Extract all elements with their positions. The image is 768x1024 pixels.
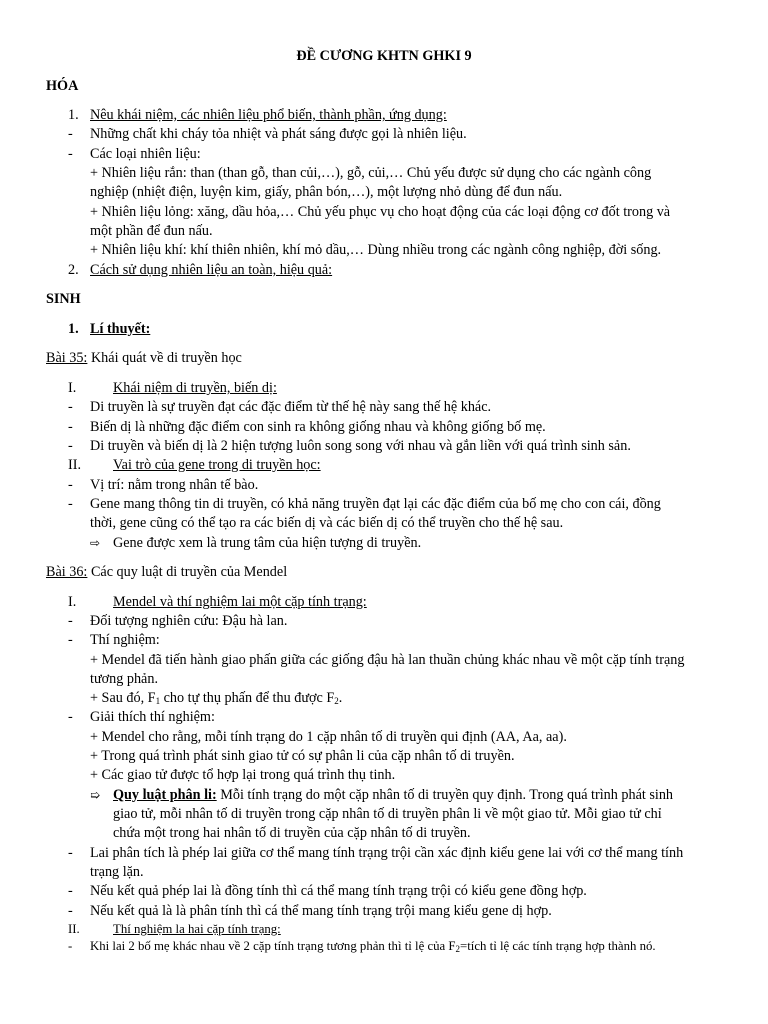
dash-bullet: - [68,419,73,435]
dash-bullet: - [68,883,73,899]
item-number: 2. [68,262,79,278]
subscript: 2 [334,696,339,706]
item-heading: Cách sử dụng nhiên liệu an toàn, hiệu quả: [90,262,333,278]
subscript: 1 [155,696,161,706]
text-part: + Sau đó, F [90,690,156,706]
document-title: ĐỀ CƯƠNG KHTN GHKI 9 [296,48,472,64]
bullet-text: Nếu kết quả phép lai là đồng tính thì cá thể mang tính trạng trội có kiểu gene đồng hợp. [90,883,587,899]
roman-heading: Vai trò của gene trong di truyền học: [113,457,321,473]
bullet-text: Giải thích thí nghiệm: [90,709,215,725]
arrow-text: Gene được xem là trung tâm của hiện tượng di truyền. [113,535,422,551]
text: + Nhiên liệu rắn: than (than gỗ, than củi,…), gỗ, củi,… Chủ yếu được sử dụng cho các ngành công [90,165,652,181]
text: trạng lặn. [90,864,144,880]
dash-bullet: - [68,146,73,162]
item-number: 1. [68,321,79,337]
bullet-text: Nếu kết quả là là phân tính thì cá thể mang tính trạng trội mang kiểu gene dị hợp. [90,903,552,919]
bullet-text: Những chất khi cháy tỏa nhiệt và phát sáng được gọi là nhiên liệu. [90,126,467,142]
dash-bullet: - [68,496,73,512]
roman-heading: Thí nghiệm la hai cặp tính trạng: [113,922,281,936]
roman-number: I. [68,594,77,610]
bullet-text: Vị trí: nằm trong nhân tế bào. [90,477,259,493]
lesson-title: Các quy luật di truyền của Mendel [87,564,288,580]
dash-bullet: - [68,126,73,142]
bullet-text: Lai phân tích là phép lai giữa cơ thể mang tính trạng trội cần xác định kiểu gene lai với cơ thể mang tính [90,845,684,861]
roman-number: II. [68,457,81,473]
text: + Mendel đã tiến hành giao phấn giữa các giống đậu hà lan thuần chủng khác nhau về một cặp tính trạng [90,652,685,668]
law-label: Quy luật phân li: [113,787,217,803]
text: + Nhiên liệu lỏng: xăng, dầu hỏa,… Chủ yếu phục vụ cho hoạt động của các loại động cơ đốt trong và [90,204,671,220]
arrow-text [113,786,673,804]
text-part: =tích tỉ lệ các tính trạng hợp thành nó. [460,939,656,953]
bullet-text: Biến dị là những đặc điểm con sinh ra không giống nhau và không giống bố mẹ. [90,419,546,435]
text-part: cho tự thụ phấn để thu được F [160,690,335,706]
lesson-label: Bài 36: [46,564,88,580]
dash-bullet: - [68,939,73,953]
item-heading: Nêu khái niệm, các nhiên liệu phổ biến, thành phần, ứng dụng: [90,107,447,123]
text [90,689,342,707]
dash-bullet: - [68,709,73,725]
text: tương phản. [90,671,158,687]
text: chứa một trong hai nhân tố di truyền của cặp nhân tố di truyền. [113,825,471,841]
roman-number: II. [68,922,80,936]
item-heading: Lí thuyết: [90,321,151,337]
roman-heading: Khái niệm di truyền, biến dị: [113,380,277,396]
dash-bullet: - [68,399,73,415]
dash-bullet: - [68,903,73,919]
subscript: 2 [455,944,461,954]
text-part: Khi lai 2 bố mẹ khác nhau về 2 cặp tính trạng tương phản thì tỉ lệ của F [90,939,456,953]
bullet-text: Gene mang thông tin di truyền, có khả năng truyền đạt lại các đặc điểm của bố mẹ cho con cái, đồng [90,496,661,512]
text: + Trong quá trình phát sinh giao tử có sự phân li của cặp nhân tố di truyền. [90,748,515,764]
text-part: . [338,690,343,706]
lesson-heading [46,349,242,367]
dash-bullet: - [68,632,73,648]
text: thời, gene cũng có thể tạo ra các biến dị và các biến dị có thể truyền cho thế hệ sau. [90,515,564,531]
roman-heading: Mendel và thí nghiệm lai một cặp tính trạng: [113,594,367,610]
dash-bullet: - [68,613,73,629]
roman-number: I. [68,380,77,396]
bold-arrow-icon: ➯ [90,788,101,802]
dash-bullet: - [68,845,73,861]
lesson-heading [46,563,287,581]
bullet-text: Các loại nhiên liệu: [90,146,201,162]
text: giao tử, mỗi nhân tố di truyền trong cặp nhân tố di truyền phân li về một giao tử. Mỗi giao tử chỉ [113,806,662,822]
hollow-arrow-icon: ⇨ [90,536,101,550]
bullet-text: Đối tượng nghiên cứu: Đậu hà lan. [90,613,288,629]
section-heading-sinh: SINH [46,291,81,307]
text: + Nhiên liệu khí: khí thiên nhiên, khí mỏ dầu,… Dùng nhiều trong các ngành công nghiệp, đời sống. [90,242,662,258]
text: nghiệp (nhiệt điện, luyện kim, giấy, phân bón,…), một lượng nhỏ dùng để đun nấu. [90,184,563,200]
lesson-title: Khái quát về di truyền học [87,350,242,366]
text-part: Mỗi tính trạng do một cặp nhân tố di truyền quy định. Trong quá trình phát sinh [216,787,674,803]
text: + Các giao tử được tổ hợp lại trong quá trình thụ tinh. [90,767,396,783]
bullet-text [90,937,656,955]
bullet-text: Thí nghiệm: [90,632,160,648]
bullet-text: Di truyền và biến dị là 2 hiện tượng luôn song song với nhau và gắn liền với quá trình sinh sản. [90,438,631,454]
item-number: 1. [68,107,79,123]
section-heading-hoa: HÓA [46,78,79,94]
dash-bullet: - [68,438,73,454]
dash-bullet: - [68,477,73,493]
text: + Mendel cho rằng, mỗi tính trạng do 1 cặp nhân tố di truyền qui định (AA, Aa, aa). [90,729,567,745]
lesson-label: Bài 35: [46,350,88,366]
bullet-text: Di truyền là sự truyền đạt các đặc điểm từ thế hệ này sang thế hệ khác. [90,399,492,415]
text: một phần để đun nấu. [90,223,213,239]
